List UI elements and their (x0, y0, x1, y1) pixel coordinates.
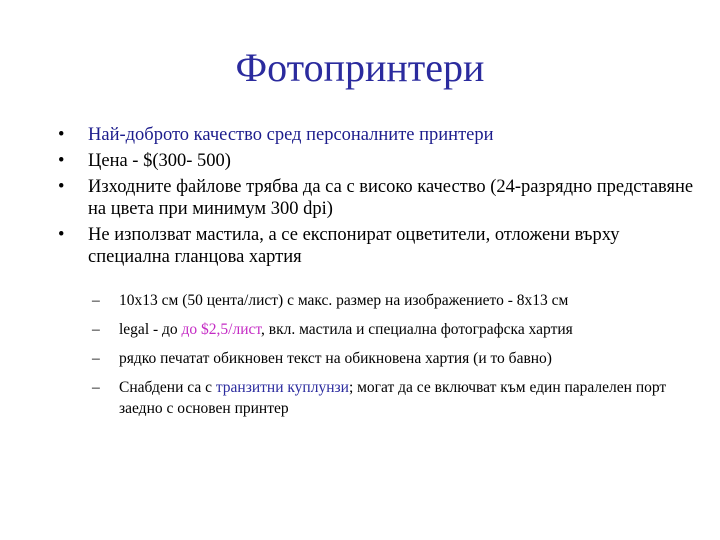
sub-bullet-item (92, 290, 692, 311)
sub-bullet-item (92, 319, 692, 340)
bullet-text: Не използват мастила, а се експонират оцветители, отложени върху специална гланцова хартия (88, 225, 620, 267)
bullet-item (58, 224, 698, 268)
sub-bullet-text-pre: Снабдени са с (119, 379, 216, 396)
dash-symbol: – (92, 379, 100, 396)
dash-symbol: – (92, 350, 100, 367)
bullet-item (58, 176, 698, 220)
bullet-item (58, 150, 698, 172)
bullet-text: Цена - $(300- 500) (88, 151, 231, 171)
sub-bullet-text: 10х13 см (50 цента/лист) с макс. размер на изображението - 8х13 см (119, 292, 569, 309)
sub-bullet-list (92, 290, 692, 427)
bullet-item (58, 124, 698, 146)
slide-title: Фотопринтери (235, 45, 485, 90)
bullet-symbol: • (58, 151, 65, 171)
price-highlight: до $2,5/лист (181, 321, 262, 338)
bullet-symbol: • (58, 125, 65, 145)
dash-symbol: – (92, 292, 100, 309)
sub-bullet-item (92, 348, 692, 369)
bullet-symbol: • (58, 177, 65, 197)
sub-bullet-item (92, 377, 692, 419)
sub-bullet-text-pre: legal - до (119, 321, 182, 338)
bullet-symbol: • (58, 225, 65, 245)
connector-highlight: транзитни куплунзи (215, 379, 349, 396)
sub-bullet-text-post: ; могат да се включват към един паралелен порт заедно с основен принтер (119, 379, 667, 417)
bullet-list (58, 124, 698, 272)
dash-symbol: – (92, 321, 100, 338)
sub-bullet-text-post: , вкл. мастила и специална фотографска хартия (261, 321, 573, 338)
bullet-text: Изходните файлове трябва да са с високо качество (24-разрядно представяне на цвета при минимум 300 dpi) (88, 177, 694, 219)
bullet-text: Най-доброто качество сред персоналните принтери (88, 125, 494, 145)
sub-bullet-text: рядко печатат обикновен текст на обикновена хартия (и то бавно) (119, 350, 552, 367)
